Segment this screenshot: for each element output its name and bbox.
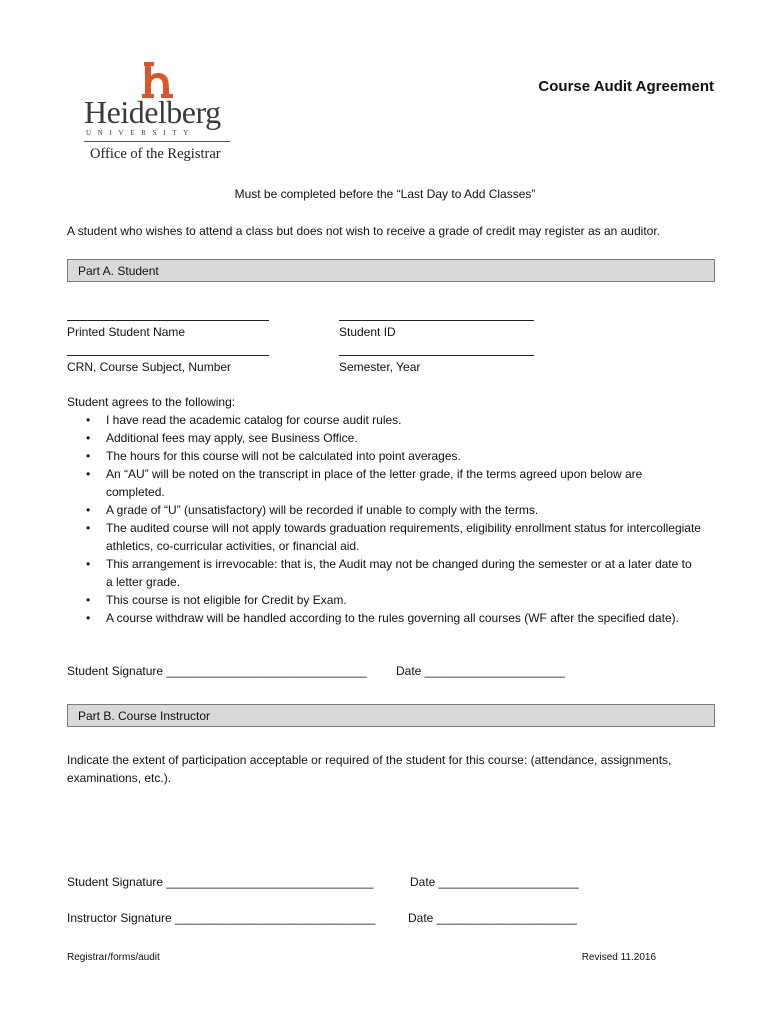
student-name-label: Printed Student Name (67, 325, 186, 339)
term-text: This arrangement is irrevocable: that is, the Audit may not be changed during the semester or at a later date to a letter grade. (106, 557, 692, 589)
logo-office: Office of the Registrar (90, 146, 221, 162)
term-text: The hours for this course will not be calculated into point averages. (106, 449, 461, 463)
bullet-icon: • (86, 557, 91, 571)
logo-subtext: UNIVERSITY (86, 129, 195, 137)
part-b-header (67, 704, 715, 727)
semester-label: Semester, Year (339, 360, 421, 374)
list-item (86, 609, 701, 627)
footer-revised: Revised 11.2016 (581, 952, 656, 963)
participation-instructions: Indicate the extent of participation acceptable or required of the student for this course: (attendance, assignments, examinations, etc.). (67, 753, 672, 785)
bullet-icon: • (86, 503, 91, 517)
part-a-title: Part A. Student (78, 264, 159, 278)
crn-label: CRN, Course Subject, Number (67, 360, 232, 374)
student-id-line[interactable] (339, 320, 534, 321)
footer-path: Registrar/forms/audit (67, 952, 160, 963)
student-id-label: Student ID (339, 325, 396, 339)
term-text: An “AU” will be noted on the transcript in place of the letter grade, if the terms agreed upon below are completed. (106, 467, 643, 499)
bullet-icon: • (86, 467, 91, 481)
instructor-signature[interactable]: Instructor Signature ______________________________ (67, 911, 376, 925)
term-text: A course withdraw will be handled according to the rules governing all courses (WF after the specified date). (106, 611, 679, 625)
student-signature-b[interactable]: Student Signature _______________________________ (67, 875, 374, 889)
deadline-note: Must be completed before the “Last Day to Add Classes” (234, 187, 536, 201)
student-name-line[interactable] (67, 320, 269, 321)
logo-divider (84, 141, 230, 142)
list-item (86, 429, 701, 447)
instructor-date[interactable]: Date _____________________ (408, 911, 577, 925)
list-item (86, 555, 701, 591)
student-date-b[interactable]: Date _____________________ (410, 875, 579, 889)
semester-line[interactable] (339, 355, 534, 356)
bullet-icon: • (86, 611, 91, 625)
bullet-icon: • (86, 413, 91, 427)
bullet-icon: • (86, 449, 91, 463)
term-text: A grade of “U” (unsatisfactory) will be recorded if unable to comply with the terms. (106, 503, 539, 517)
term-text: The audited course will not apply towards graduation requirements, eligibility enrollment status for intercollegiate athletics, co-curricular activities, or financial aid. (106, 521, 701, 553)
list-item (86, 591, 701, 609)
term-text: I have read the academic catalog for course audit rules. (106, 413, 402, 427)
agreement-heading: Student agrees to the following: (67, 395, 236, 409)
bullet-icon: • (86, 593, 91, 607)
part-b-title: Part B. Course Instructor (78, 709, 211, 723)
university-logo (84, 60, 234, 170)
term-text: Additional fees may apply, see Business Office. (106, 431, 358, 445)
part-a-header (67, 259, 715, 282)
date-a[interactable]: Date _____________________ (396, 664, 565, 678)
page-title: Course Audit Agreement (538, 78, 714, 95)
agreement-terms-list (86, 411, 701, 627)
list-item (86, 501, 701, 519)
crn-line[interactable] (67, 355, 269, 356)
student-signature-a[interactable]: Student Signature ______________________________ (67, 664, 367, 678)
term-text: This course is not eligible for Credit by Exam. (106, 593, 347, 607)
bullet-icon: • (86, 521, 91, 535)
bullet-icon: • (86, 431, 91, 445)
list-item (86, 447, 701, 465)
intro-text: A student who wishes to attend a class but does not wish to receive a grade of credit may register as an auditor. (67, 224, 660, 238)
logo-wordmark: Heidelberg (84, 94, 221, 130)
list-item (86, 465, 701, 501)
list-item (86, 519, 701, 555)
list-item (86, 411, 701, 429)
